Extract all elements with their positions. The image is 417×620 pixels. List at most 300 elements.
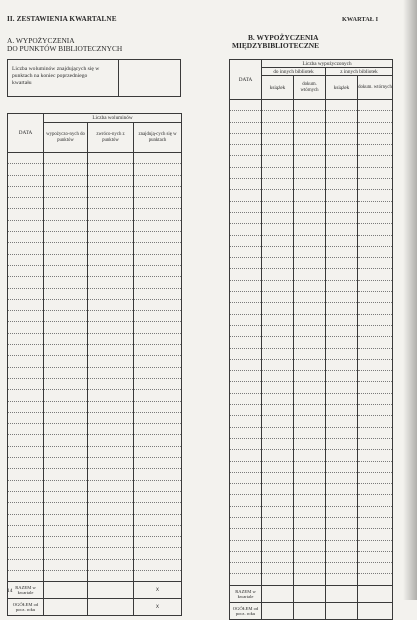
date-cell[interactable]: [230, 484, 262, 495]
value-cell[interactable]: [326, 393, 358, 404]
date-cell[interactable]: [8, 153, 44, 164]
value-cell[interactable]: [134, 537, 182, 548]
value-cell[interactable]: [326, 405, 358, 416]
value-cell[interactable]: [358, 506, 393, 517]
value-cell[interactable]: [88, 311, 134, 322]
date-cell[interactable]: [230, 405, 262, 416]
value-cell[interactable]: [88, 367, 134, 378]
value-cell[interactable]: [294, 405, 326, 416]
value-cell[interactable]: [294, 359, 326, 370]
value-cell[interactable]: [134, 570, 182, 581]
date-cell[interactable]: [230, 145, 262, 156]
date-cell[interactable]: [230, 269, 262, 280]
date-cell[interactable]: [8, 277, 44, 288]
value-cell[interactable]: [294, 540, 326, 551]
value-cell[interactable]: [44, 311, 88, 322]
value-cell[interactable]: [44, 412, 88, 423]
value-cell[interactable]: [358, 405, 393, 416]
value-cell[interactable]: [88, 503, 134, 514]
value-cell[interactable]: [294, 506, 326, 517]
value-cell[interactable]: [358, 133, 393, 144]
value-cell[interactable]: [44, 559, 88, 570]
value-cell[interactable]: [88, 153, 134, 164]
value-cell[interactable]: [88, 243, 134, 254]
value-cell[interactable]: [88, 537, 134, 548]
date-cell[interactable]: [8, 356, 44, 367]
value-cell[interactable]: [358, 427, 393, 438]
value-cell[interactable]: [294, 133, 326, 144]
value-cell[interactable]: [294, 303, 326, 314]
value-cell[interactable]: [262, 122, 294, 133]
value-cell[interactable]: [358, 292, 393, 303]
value-cell[interactable]: [294, 461, 326, 472]
value-cell[interactable]: [88, 514, 134, 525]
value-cell[interactable]: [262, 167, 294, 178]
date-cell[interactable]: [8, 288, 44, 299]
value-cell[interactable]: [134, 435, 182, 446]
value-cell[interactable]: [88, 164, 134, 175]
value-cell[interactable]: [262, 224, 294, 235]
date-cell[interactable]: [230, 438, 262, 449]
value-cell[interactable]: [262, 145, 294, 156]
value-cell[interactable]: [326, 314, 358, 325]
value-cell[interactable]: [294, 145, 326, 156]
value-cell[interactable]: [44, 435, 88, 446]
value-cell[interactable]: [326, 190, 358, 201]
date-cell[interactable]: [8, 480, 44, 491]
value-cell[interactable]: [88, 232, 134, 243]
date-cell[interactable]: [230, 574, 262, 585]
value-cell[interactable]: [88, 390, 134, 401]
value-cell[interactable]: [358, 337, 393, 348]
date-cell[interactable]: [8, 570, 44, 581]
value-cell[interactable]: [294, 269, 326, 280]
value-cell[interactable]: [326, 201, 358, 212]
date-cell[interactable]: [230, 303, 262, 314]
value-cell[interactable]: [326, 484, 358, 495]
value-cell[interactable]: [88, 548, 134, 559]
value-cell[interactable]: [134, 401, 182, 412]
value-cell[interactable]: [326, 348, 358, 359]
value-cell[interactable]: [326, 167, 358, 178]
value-cell[interactable]: [326, 382, 358, 393]
value-cell[interactable]: [294, 314, 326, 325]
value-cell[interactable]: [294, 529, 326, 540]
value-cell[interactable]: [358, 314, 393, 325]
value-cell[interactable]: [358, 416, 393, 427]
value-cell[interactable]: [134, 322, 182, 333]
date-cell[interactable]: [8, 186, 44, 197]
value-cell[interactable]: [88, 254, 134, 265]
date-cell[interactable]: [230, 212, 262, 223]
value-cell[interactable]: [134, 378, 182, 389]
value-cell[interactable]: [326, 517, 358, 528]
date-cell[interactable]: [8, 469, 44, 480]
value-cell[interactable]: [88, 356, 134, 367]
value-cell[interactable]: [358, 246, 393, 257]
date-cell[interactable]: [8, 209, 44, 220]
date-cell[interactable]: [8, 435, 44, 446]
value-cell[interactable]: [44, 401, 88, 412]
value-cell[interactable]: [44, 333, 88, 344]
value-cell[interactable]: [358, 122, 393, 133]
date-cell[interactable]: [8, 322, 44, 333]
value-cell[interactable]: [294, 280, 326, 291]
date-cell[interactable]: [230, 235, 262, 246]
value-cell[interactable]: [262, 348, 294, 359]
value-cell[interactable]: [294, 551, 326, 562]
value-cell[interactable]: [294, 258, 326, 269]
date-cell[interactable]: [8, 378, 44, 389]
value-cell[interactable]: [88, 186, 134, 197]
value-cell[interactable]: [262, 450, 294, 461]
value-cell[interactable]: [358, 258, 393, 269]
value-cell[interactable]: [358, 111, 393, 122]
value-cell[interactable]: [294, 100, 326, 111]
date-cell[interactable]: [230, 506, 262, 517]
date-cell[interactable]: [230, 167, 262, 178]
value-cell[interactable]: [326, 574, 358, 585]
value-cell[interactable]: [44, 570, 88, 581]
value-cell[interactable]: [262, 472, 294, 483]
value-cell[interactable]: [262, 495, 294, 506]
value-cell[interactable]: [294, 450, 326, 461]
value-cell[interactable]: [326, 111, 358, 122]
value-cell[interactable]: [262, 269, 294, 280]
date-cell[interactable]: [230, 517, 262, 528]
value-cell[interactable]: [88, 458, 134, 469]
value-cell[interactable]: [294, 325, 326, 336]
value-cell[interactable]: [88, 322, 134, 333]
value-cell[interactable]: [134, 345, 182, 356]
date-cell[interactable]: [230, 246, 262, 257]
value-cell[interactable]: [326, 563, 358, 574]
value-cell[interactable]: [88, 446, 134, 457]
value-cell[interactable]: [44, 299, 88, 310]
value-cell[interactable]: [358, 529, 393, 540]
value-cell[interactable]: [262, 212, 294, 223]
date-cell[interactable]: [230, 133, 262, 144]
date-cell[interactable]: [8, 220, 44, 231]
value-cell[interactable]: [262, 484, 294, 495]
date-cell[interactable]: [230, 416, 262, 427]
value-cell[interactable]: [326, 280, 358, 291]
value-cell[interactable]: [262, 314, 294, 325]
value-cell[interactable]: [88, 378, 134, 389]
date-cell[interactable]: [230, 382, 262, 393]
value-cell[interactable]: [88, 401, 134, 412]
value-cell[interactable]: [294, 167, 326, 178]
value-cell[interactable]: [326, 156, 358, 167]
value-cell[interactable]: [326, 212, 358, 223]
value-cell[interactable]: [358, 495, 393, 506]
value-cell[interactable]: [294, 179, 326, 190]
value-cell[interactable]: [44, 243, 88, 254]
value-cell[interactable]: [262, 325, 294, 336]
value-cell[interactable]: [134, 243, 182, 254]
value-cell[interactable]: [262, 416, 294, 427]
value-cell[interactable]: [358, 393, 393, 404]
value-cell[interactable]: [358, 167, 393, 178]
year-total-cell[interactable]: [294, 602, 326, 619]
value-cell[interactable]: [262, 156, 294, 167]
value-cell[interactable]: [358, 359, 393, 370]
value-cell[interactable]: [44, 390, 88, 401]
value-cell[interactable]: [294, 574, 326, 585]
year-total-lent-cell[interactable]: [44, 599, 88, 616]
value-cell[interactable]: [294, 337, 326, 348]
date-cell[interactable]: [230, 292, 262, 303]
value-cell[interactable]: [88, 480, 134, 491]
value-cell[interactable]: [294, 382, 326, 393]
value-cell[interactable]: [44, 164, 88, 175]
value-cell[interactable]: [358, 145, 393, 156]
value-cell[interactable]: [44, 198, 88, 209]
value-cell[interactable]: [358, 303, 393, 314]
date-cell[interactable]: [8, 503, 44, 514]
date-cell[interactable]: [8, 424, 44, 435]
value-cell[interactable]: [294, 156, 326, 167]
year-total-returned-cell[interactable]: [88, 599, 134, 616]
value-cell[interactable]: [358, 348, 393, 359]
date-cell[interactable]: [230, 472, 262, 483]
value-cell[interactable]: [262, 551, 294, 562]
date-cell[interactable]: [8, 559, 44, 570]
value-cell[interactable]: [326, 495, 358, 506]
value-cell[interactable]: [294, 371, 326, 382]
value-cell[interactable]: [262, 540, 294, 551]
date-cell[interactable]: [230, 348, 262, 359]
quarter-total-lent-cell[interactable]: [44, 582, 88, 599]
date-cell[interactable]: [230, 314, 262, 325]
date-cell[interactable]: [230, 179, 262, 190]
value-cell[interactable]: [294, 416, 326, 427]
date-cell[interactable]: [230, 450, 262, 461]
value-cell[interactable]: [134, 277, 182, 288]
value-cell[interactable]: [44, 424, 88, 435]
value-cell[interactable]: [358, 484, 393, 495]
value-cell[interactable]: [358, 551, 393, 562]
value-cell[interactable]: [44, 458, 88, 469]
value-cell[interactable]: [294, 393, 326, 404]
value-cell[interactable]: [358, 540, 393, 551]
value-cell[interactable]: [358, 156, 393, 167]
date-cell[interactable]: [8, 525, 44, 536]
value-cell[interactable]: [134, 548, 182, 559]
value-cell[interactable]: [262, 337, 294, 348]
value-cell[interactable]: [262, 246, 294, 257]
value-cell[interactable]: [326, 100, 358, 111]
value-cell[interactable]: [358, 280, 393, 291]
value-cell[interactable]: [326, 540, 358, 551]
value-cell[interactable]: [44, 356, 88, 367]
date-cell[interactable]: [230, 258, 262, 269]
value-cell[interactable]: [326, 269, 358, 280]
value-cell[interactable]: [88, 209, 134, 220]
value-cell[interactable]: [262, 382, 294, 393]
value-cell[interactable]: [134, 469, 182, 480]
value-cell[interactable]: [358, 224, 393, 235]
value-cell[interactable]: [326, 122, 358, 133]
value-cell[interactable]: [134, 356, 182, 367]
value-cell[interactable]: [262, 179, 294, 190]
date-cell[interactable]: [230, 495, 262, 506]
value-cell[interactable]: [88, 345, 134, 356]
value-cell[interactable]: [262, 371, 294, 382]
value-cell[interactable]: [326, 529, 358, 540]
year-total-cell[interactable]: [358, 602, 393, 619]
value-cell[interactable]: [262, 393, 294, 404]
value-cell[interactable]: [134, 209, 182, 220]
date-cell[interactable]: [230, 393, 262, 404]
value-cell[interactable]: [262, 190, 294, 201]
date-cell[interactable]: [230, 529, 262, 540]
date-cell[interactable]: [8, 458, 44, 469]
value-cell[interactable]: [294, 111, 326, 122]
value-cell[interactable]: [44, 503, 88, 514]
date-cell[interactable]: [8, 367, 44, 378]
value-cell[interactable]: [294, 122, 326, 133]
value-cell[interactable]: [358, 269, 393, 280]
value-cell[interactable]: [88, 220, 134, 231]
date-cell[interactable]: [8, 491, 44, 502]
value-cell[interactable]: [88, 333, 134, 344]
value-cell[interactable]: [294, 190, 326, 201]
value-cell[interactable]: [134, 232, 182, 243]
value-cell[interactable]: [262, 461, 294, 472]
value-cell[interactable]: [358, 100, 393, 111]
date-cell[interactable]: [8, 265, 44, 276]
value-cell[interactable]: [326, 506, 358, 517]
value-cell[interactable]: [294, 472, 326, 483]
year-total-cell[interactable]: [326, 602, 358, 619]
value-cell[interactable]: [134, 559, 182, 570]
date-cell[interactable]: [230, 325, 262, 336]
value-cell[interactable]: [134, 458, 182, 469]
value-cell[interactable]: [326, 461, 358, 472]
value-cell[interactable]: [294, 201, 326, 212]
date-cell[interactable]: [230, 551, 262, 562]
value-cell[interactable]: [358, 235, 393, 246]
date-cell[interactable]: [230, 201, 262, 212]
value-cell[interactable]: [134, 220, 182, 231]
value-cell[interactable]: [44, 514, 88, 525]
value-cell[interactable]: [44, 378, 88, 389]
value-cell[interactable]: [134, 311, 182, 322]
date-cell[interactable]: [230, 461, 262, 472]
value-cell[interactable]: [326, 258, 358, 269]
value-cell[interactable]: [134, 480, 182, 491]
value-cell[interactable]: [358, 574, 393, 585]
value-cell[interactable]: [326, 325, 358, 336]
value-cell[interactable]: [134, 390, 182, 401]
value-cell[interactable]: [262, 517, 294, 528]
value-cell[interactable]: [326, 303, 358, 314]
date-cell[interactable]: [230, 224, 262, 235]
date-cell[interactable]: [8, 175, 44, 186]
value-cell[interactable]: [262, 427, 294, 438]
value-cell[interactable]: [326, 246, 358, 257]
date-cell[interactable]: [230, 427, 262, 438]
value-cell[interactable]: [294, 348, 326, 359]
value-cell[interactable]: [88, 265, 134, 276]
value-cell[interactable]: [88, 435, 134, 446]
date-cell[interactable]: [230, 540, 262, 551]
value-cell[interactable]: [358, 461, 393, 472]
date-cell[interactable]: [8, 198, 44, 209]
value-cell[interactable]: [326, 292, 358, 303]
value-cell[interactable]: [326, 472, 358, 483]
value-cell[interactable]: [294, 212, 326, 223]
value-cell[interactable]: [88, 491, 134, 502]
value-cell[interactable]: [358, 325, 393, 336]
value-cell[interactable]: [44, 186, 88, 197]
value-cell[interactable]: [134, 491, 182, 502]
value-cell[interactable]: [358, 450, 393, 461]
value-cell[interactable]: [294, 563, 326, 574]
value-cell[interactable]: [44, 175, 88, 186]
date-cell[interactable]: [8, 514, 44, 525]
value-cell[interactable]: [262, 438, 294, 449]
value-cell[interactable]: [294, 246, 326, 257]
value-cell[interactable]: [326, 359, 358, 370]
date-cell[interactable]: [230, 190, 262, 201]
value-cell[interactable]: [262, 529, 294, 540]
value-cell[interactable]: [44, 525, 88, 536]
value-cell[interactable]: [358, 201, 393, 212]
value-cell[interactable]: [134, 288, 182, 299]
date-cell[interactable]: [8, 232, 44, 243]
date-cell[interactable]: [8, 412, 44, 423]
value-cell[interactable]: [88, 469, 134, 480]
date-cell[interactable]: [230, 100, 262, 111]
date-cell[interactable]: [8, 311, 44, 322]
value-cell[interactable]: [44, 153, 88, 164]
value-cell[interactable]: [294, 517, 326, 528]
value-cell[interactable]: [134, 198, 182, 209]
date-cell[interactable]: [8, 333, 44, 344]
value-cell[interactable]: [44, 367, 88, 378]
date-cell[interactable]: [230, 156, 262, 167]
value-cell[interactable]: [88, 277, 134, 288]
value-cell[interactable]: [134, 367, 182, 378]
value-cell[interactable]: [134, 333, 182, 344]
value-cell[interactable]: [88, 525, 134, 536]
value-cell[interactable]: [88, 570, 134, 581]
date-cell[interactable]: [8, 254, 44, 265]
value-cell[interactable]: [44, 265, 88, 276]
value-cell[interactable]: [326, 145, 358, 156]
value-cell[interactable]: [88, 299, 134, 310]
value-cell[interactable]: [326, 224, 358, 235]
value-cell[interactable]: [326, 179, 358, 190]
value-cell[interactable]: [326, 427, 358, 438]
value-cell[interactable]: [44, 322, 88, 333]
value-cell[interactable]: [134, 299, 182, 310]
value-cell[interactable]: [262, 292, 294, 303]
date-cell[interactable]: [8, 401, 44, 412]
date-cell[interactable]: [8, 345, 44, 356]
value-cell[interactable]: [44, 469, 88, 480]
date-cell[interactable]: [230, 337, 262, 348]
date-cell[interactable]: [230, 563, 262, 574]
value-cell[interactable]: [44, 254, 88, 265]
value-cell[interactable]: [44, 277, 88, 288]
value-cell[interactable]: [44, 491, 88, 502]
value-cell[interactable]: [88, 412, 134, 423]
value-cell[interactable]: [134, 503, 182, 514]
value-cell[interactable]: [134, 412, 182, 423]
